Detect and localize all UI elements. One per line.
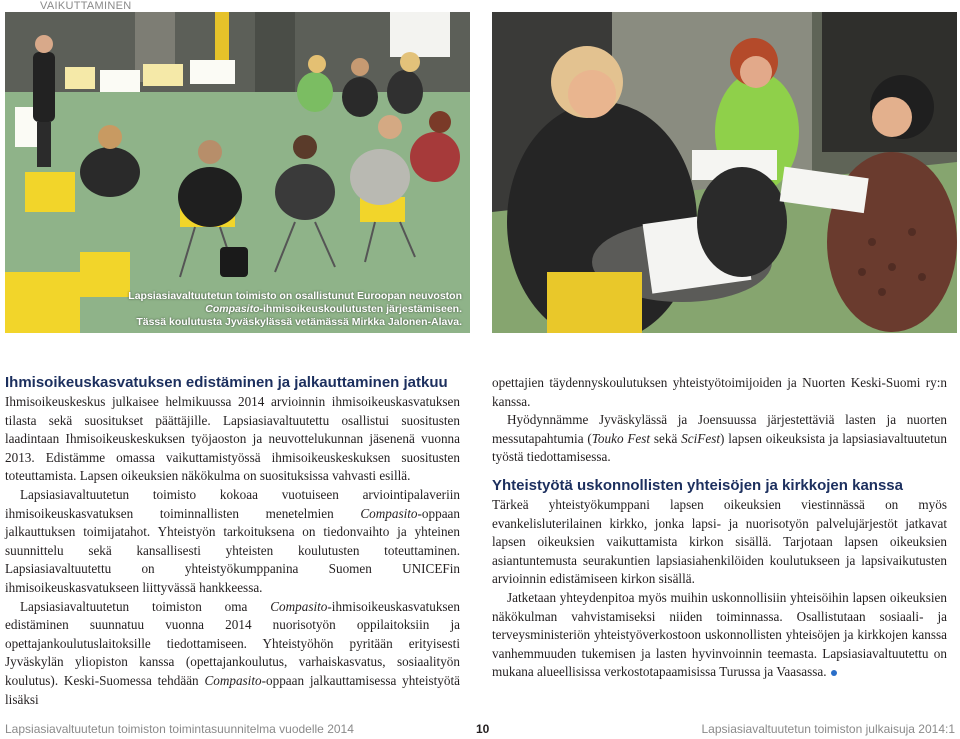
text-run: Hyödynnämme Jyväskylässä ja Joensuussa järjestettäviä lasten ja nuorten messutapahtumia ( (492, 412, 947, 446)
italic-title: Compasito (360, 505, 418, 521)
caption-title: Compasito (205, 303, 260, 315)
end-marker-icon (831, 670, 837, 676)
italic-title: SciFest (681, 430, 720, 446)
left-text-column (5, 374, 460, 709)
text-run: ) lapsen oikeuksista ja lapsiasiavaltuutetun työstä tiedottamisessa. (492, 430, 947, 465)
page-number: 10 (476, 722, 490, 736)
text-run: -ihmisoikeuskasvatuksen edistäminen suunnatuu vuonna 2014 nuorisotyön oppilaitoksiin ja opettajankoulutuslaitoksille tiedottamiseen. Yhteistyöhön pyritään erityisesti Jyväskylän yliopiston kanssa (opettajankoulutus, varhaiskasvatus, sosiaalityön koulutus). Keski-Suomessa tehdään (5, 598, 460, 688)
text-run: -oppaan jalkauttuksen toimijatahot. Yhteistyön tarkoituksena on tiedonvaihto ja yhteinen suunnittelu sekä kansallisesti yhteisten koulutusten toteuttaminen. Lapsiasiavaltuutettu on yhteistyökumppanina Suomen UNICEFin ihmisoikeuskasvatukseen liittyvässä hankkeessa. (5, 505, 460, 595)
paragraph (492, 589, 947, 682)
text-run: Lapsiasiavaltuutetun toimiston oma (20, 598, 271, 614)
photo-caption (128, 290, 462, 329)
italic-title: Compasito (270, 598, 328, 614)
heading-religious-communities: Yhteistyötä uskonnollisten yhteisöjen ja kirkkojen kanssa (492, 476, 903, 494)
paragraph (5, 486, 460, 598)
reading-participants-photo (492, 12, 957, 333)
caption-line-1: Lapsiasiavaltuutetun toimisto on osallistunut Euroopan neuvoston (128, 290, 462, 302)
paragraph (492, 411, 947, 467)
caption-line-2-text: -ihmisoikeuskoulutusten järjestämiseen. (259, 303, 462, 315)
footer-series: Lapsiasiavaltuutetun toimiston julkaisuja 2014:1 (701, 722, 955, 736)
paragraph: opettajien täydennyskoulutuksen yhteistyötoimijoiden ja Nuorten Keski-Suomi ry:n kanssa. (492, 375, 947, 409)
caption-line-3: Tässä koulutusta Jyväskylässä vetämässä Mirkka Jalonen-Alava. (136, 316, 462, 328)
footer-publication-title: Lapsiasiavaltuutetun toimiston toimintasuunnitelma vuodelle 2014 (5, 722, 354, 736)
text-run: -oppaan jalkauttamisessa yhteistyötä lisäksi (5, 672, 460, 707)
right-text-column (492, 374, 947, 682)
italic-title: Touko Fest (591, 430, 651, 446)
heading-human-rights-education: Ihmisoikeuskasvatuksen edistäminen ja jalkauttaminen jatkuu (5, 374, 448, 391)
text-run: Lapsiasiavaltuutetun toimisto kokoaa vuotuiseen arviointipalaveriin ihmisoikeuskasvatuksen toiminnallisten menetelmien (5, 486, 460, 521)
italic-title: Compasito (204, 672, 262, 688)
paragraph: Tärkeä yhteistyökumppani lapsen oikeuksien viestinnässä on myös evankelisluterilainen kirkko, jonka lapsi- ja nuorisotyön palvelujärjestöt jatkavat lapsen oikeuksien vaikuttamista kirkon sisällä. Tarjotaan lapsen oikeuksien asiantuntemusta seurakuntien lapsiasiahenkilöiden koulutukseen ja lapsivaikutusten arvioinnin edistämiseen kirkon sisällä. (492, 496, 947, 587)
training-session-photo (5, 12, 470, 333)
text-run: sekä (650, 430, 682, 446)
caption-line-2 (128, 303, 462, 316)
paragraph (5, 598, 460, 710)
paragraph: Ihmisoikeuskeskus julkaisee helmikuussa 2014 arvioinnin ihmisoikeuskasvatuksen tilasta sekä suositukset päättäjille. Lapsiasiavaltuutettu osallistui suositusten laadintaan Ihmisoikeuskeskuksen työjaoston ja neuvottelukunnan jäsenenä vuonna 2013. Edistämme omassa vaikuttamistyössä ihmisoikeuskeskuksen suositusten toteuttamista. Lapsen oikeuksien näkökulma on suosituksissa vahvasti esillä. (5, 394, 460, 484)
text-run: Jatketaan yhteydenpitoa myös muihin uskonnollisiin yhteisöihin lapsen oikeuksien näkökulman vahvistamiseksi niiden toiminnassa. Osallistutaan sosiaali- ja terveysministeriön yhteistyöverkostoon uskonnollisten yhteisöjen ja kirkkojen kanssa vanhemmuuden tukemisen ja lasten hyvinvoinnin teemasta. Lapsiasiavaltuutettu on mukana alueellisissa verkostotapaamisissa Turussa ja Vaasassa. (492, 589, 947, 680)
section-label: VAIKUTTAMINEN (40, 0, 132, 12)
